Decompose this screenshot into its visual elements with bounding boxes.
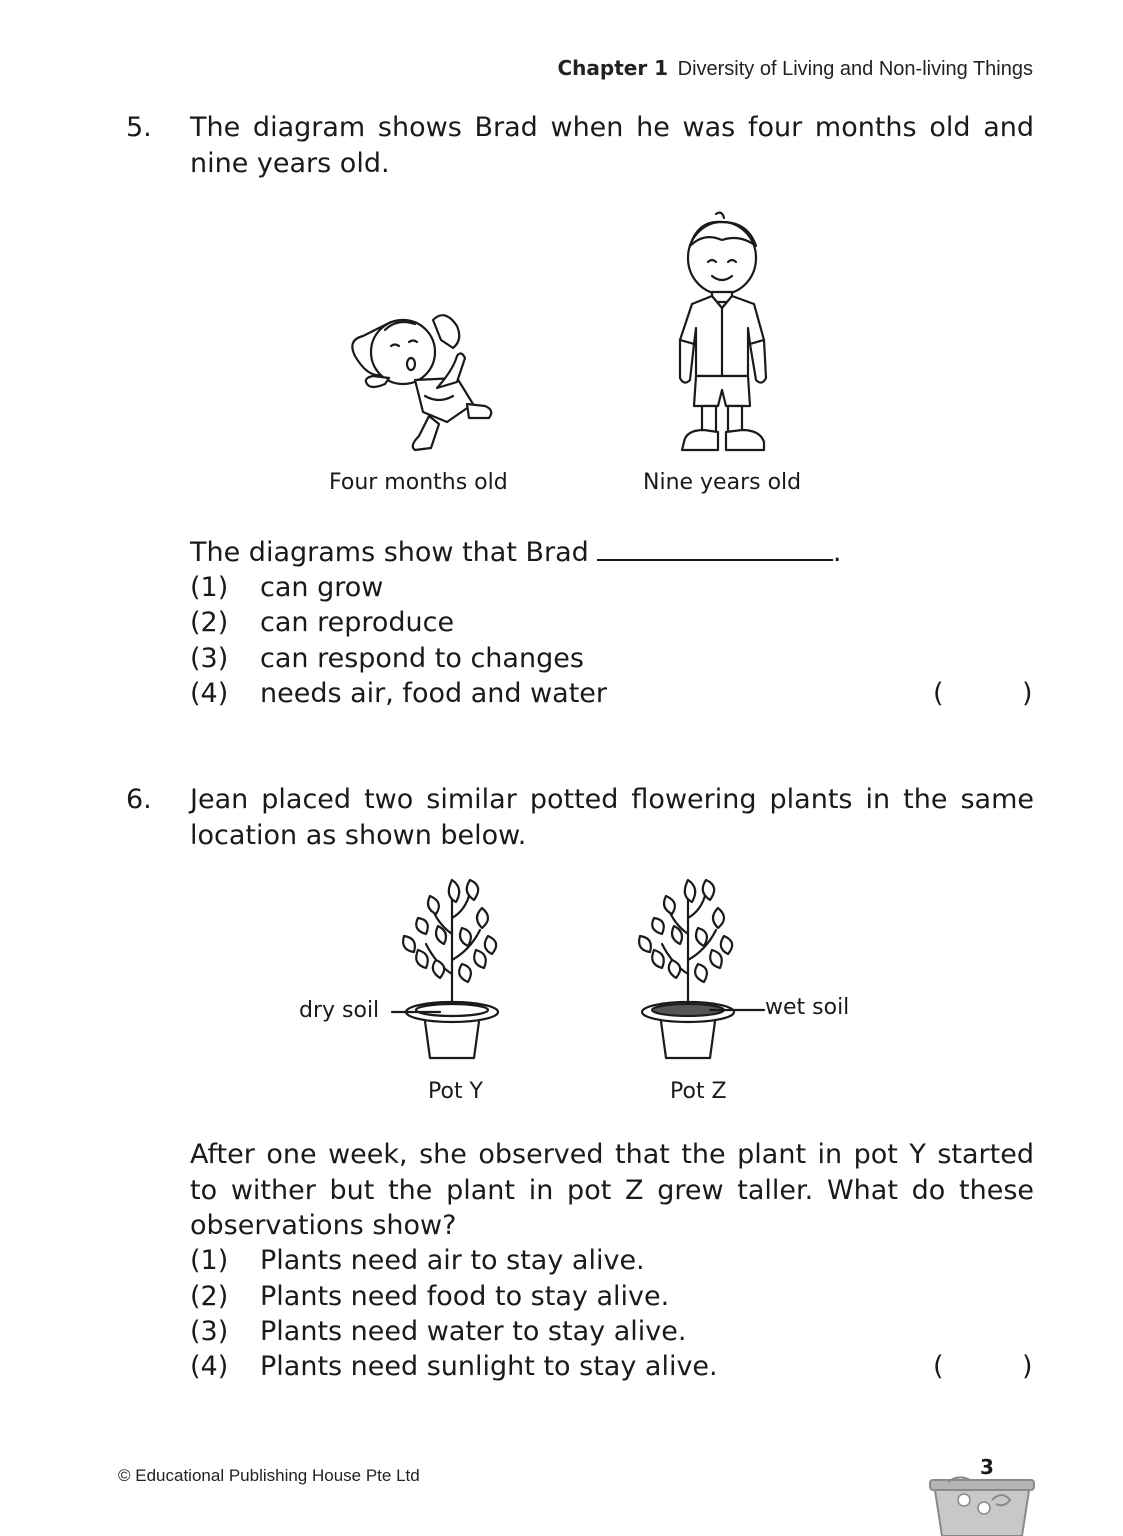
question-6-stem: After one week, she observed that the plant in pot Y started to wither but the plant in pot Z grew taller. What do these observations show? [190, 1139, 1034, 1241]
question-6-number: 6. [126, 784, 152, 815]
q6-option-2: (2) Plants need food to stay alive. [190, 1281, 670, 1312]
question-5-text: The diagram shows Brad when he was four months old and nine years old. [190, 112, 1034, 179]
q5-option-3: (3) can respond to changes [190, 643, 584, 674]
q5-option-1: (1) can grow [190, 572, 384, 603]
label-dry-soil: dry soil [299, 998, 380, 1023]
q5-answer-open-bracket: ( [933, 678, 944, 709]
q6-option-3: (3) Plants need water to stay alive. [190, 1316, 687, 1347]
label-wet-soil: wet soil [765, 995, 850, 1020]
q5-option-4: (4) needs air, food and water [190, 678, 608, 709]
q6-option-4: (4) Plants need sunlight to stay alive. [190, 1351, 718, 1382]
q5-option-2: (2) can reproduce [190, 607, 455, 638]
caption-pot-z: Pot Z [670, 1079, 727, 1104]
question-6-text: Jean placed two similar potted flowering plants in the same location as shown below. [190, 784, 1034, 851]
chapter-title: Diversity of Living and Non-living Things [677, 58, 1033, 80]
q6-option-1: (1) Plants need air to stay alive. [190, 1245, 645, 1276]
q6-answer-open-bracket: ( [933, 1351, 944, 1382]
flower-pot-badge-icon [930, 1478, 1034, 1536]
q5-answer-close-bracket: ) [1022, 678, 1033, 709]
caption-nine-years: Nine years old [643, 470, 802, 495]
question-5-stem-end: . [832, 537, 842, 568]
question-5-stem-text: The diagrams show that Brad [190, 537, 589, 568]
page-number: 3 [980, 1455, 994, 1479]
question-5-number: 5. [126, 112, 152, 143]
q6-answer-close-bracket: ) [1022, 1351, 1033, 1382]
copyright-notice: © Educational Publishing House Pte Ltd [118, 1466, 420, 1485]
chapter-label: Chapter 1 [557, 56, 669, 80]
caption-pot-y: Pot Y [428, 1079, 483, 1104]
caption-four-months: Four months old [329, 470, 508, 495]
